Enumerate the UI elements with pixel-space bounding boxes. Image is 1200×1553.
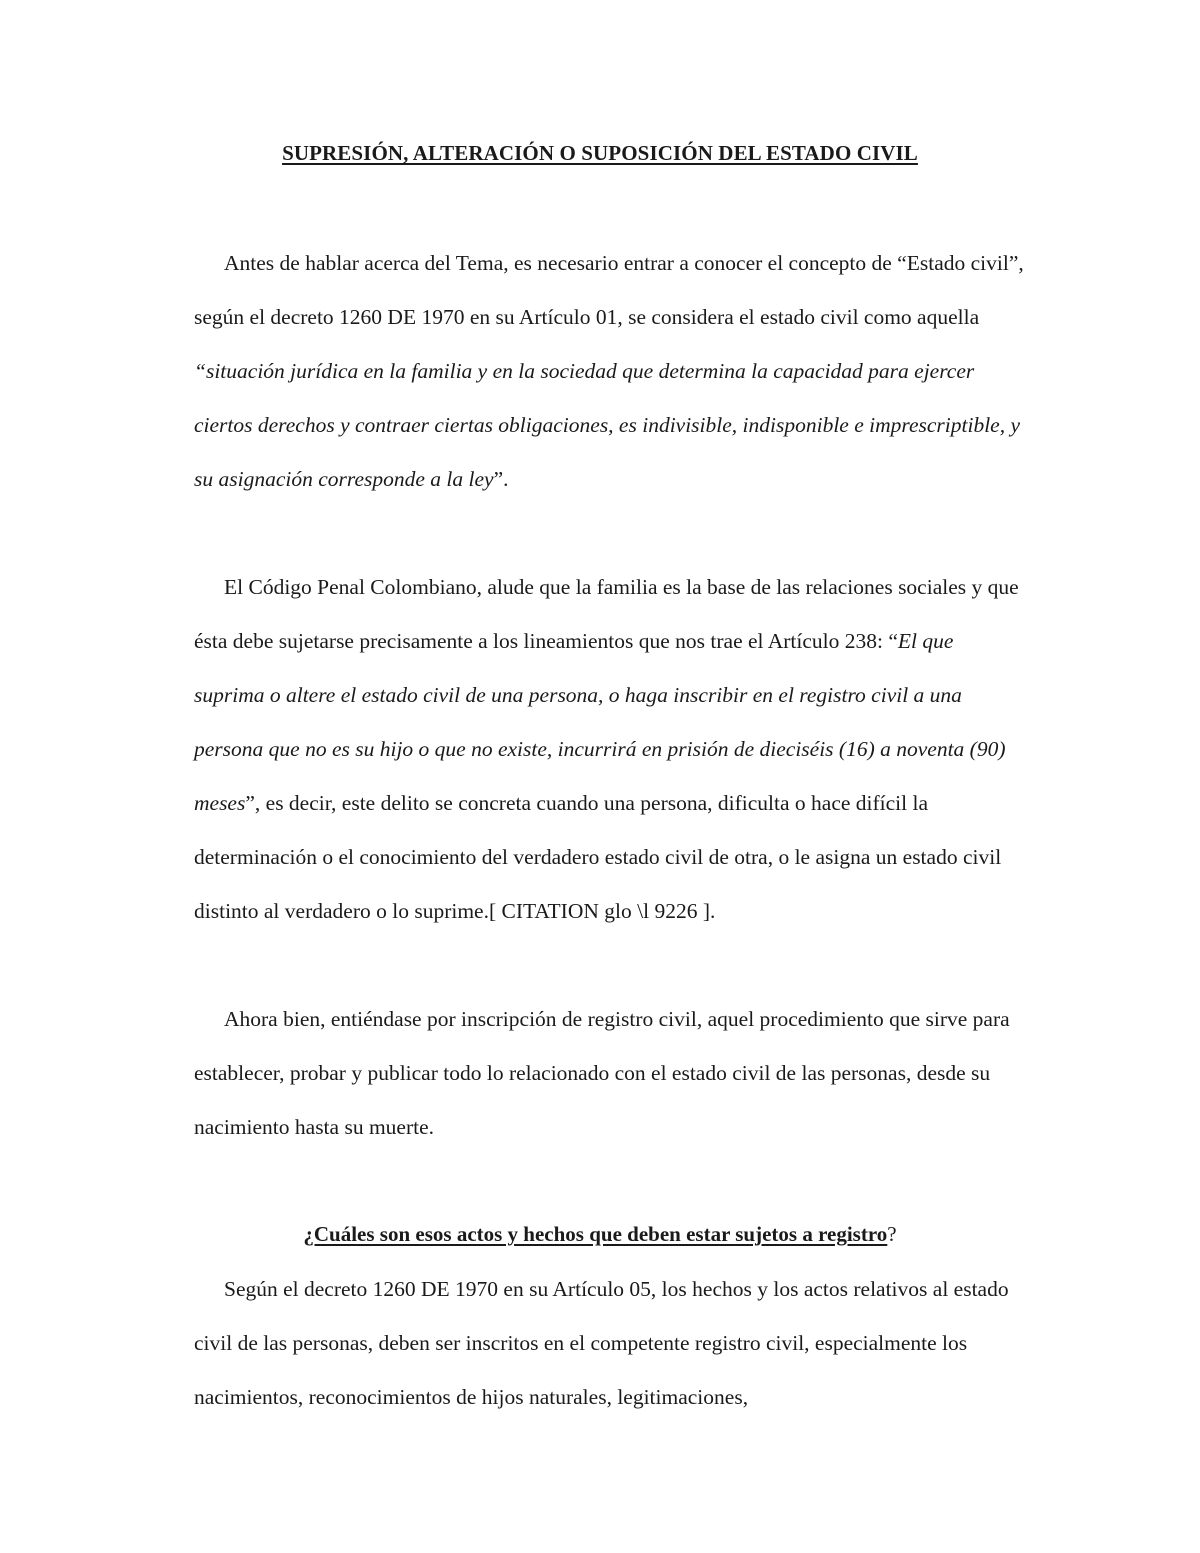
paragraph-codigo-penal — [194, 560, 1024, 938]
section-heading — [0, 1222, 1200, 1247]
paragraph-actos-hechos — [194, 1262, 1024, 1424]
document-title: SUPRESIÓN, ALTERACIÓN O SUPOSICIÓN DEL ESTADO CIVIL — [282, 141, 918, 165]
paragraph-2-quote: El que suprima o altere el estado civil de una persona, o haga inscribir en el registro civil a una persona que no es su hijo o que no existe, incurrirá en prisión de dieciséis (16) a noventa (90) meses — [194, 629, 1006, 815]
paragraph-1-text-a: Antes de hablar acerca del Tema, es necesario entrar a conocer el concepto de “Estado civil”, según el decreto 1260 DE 1970 en su Artículo 01, se considera el estado civil como aquella — [194, 251, 1024, 329]
paragraph-2-text-a: El Código Penal Colombiano, alude que la familia es la base de las relaciones sociales y que ésta debe sujetarse precisamente a los lineamientos que nos trae el Artículo 238: “ — [194, 575, 1019, 653]
paragraph-1 — [194, 236, 1024, 506]
paragraph-4: Según el decreto 1260 DE 1970 en su Artículo 05, los hechos y los actos relativos al estado civil de las personas, deben ser inscritos en el competente registro civil, especialmente los nacimientos, reconocimientos de hijos naturales, legitimaciones, — [194, 1277, 1009, 1409]
paragraph-estado-civil-definition — [194, 236, 1024, 506]
paragraph-2 — [194, 560, 1024, 938]
paragraph-3: Ahora bien, entiéndase por inscripción de registro civil, aquel procedimiento que sirve para establecer, probar y publicar todo lo relacionado con el estado civil de las personas, desde su nacimiento hasta su muerte. — [194, 1007, 1010, 1139]
paragraph-inscripcion — [194, 992, 1024, 1154]
section-heading-tail: ? — [887, 1222, 897, 1246]
paragraph-2-text-b: ”, es decir, este delito se concreta cuando una persona, dificulta o hace difícil la determinación o el conocimiento del verdadero estado civil de otra, o le asigna un estado civil distinto al verdadero o lo suprime.[ CITATION glo \l 9226 ]. — [194, 791, 1002, 923]
paragraph-1-quote: “situación jurídica en la familia y en la sociedad que determina la capacidad para ejercer ciertos derechos y contraer ciertas obligaciones, es indivisible, indisponible e imprescriptible, y su asignación corresponde a la ley — [194, 359, 1020, 491]
paragraph-1-text-b: ”. — [493, 467, 509, 491]
section-heading-underlined: ¿Cuáles son esos actos y hechos que deben estar sujetos a registro — [303, 1222, 888, 1246]
